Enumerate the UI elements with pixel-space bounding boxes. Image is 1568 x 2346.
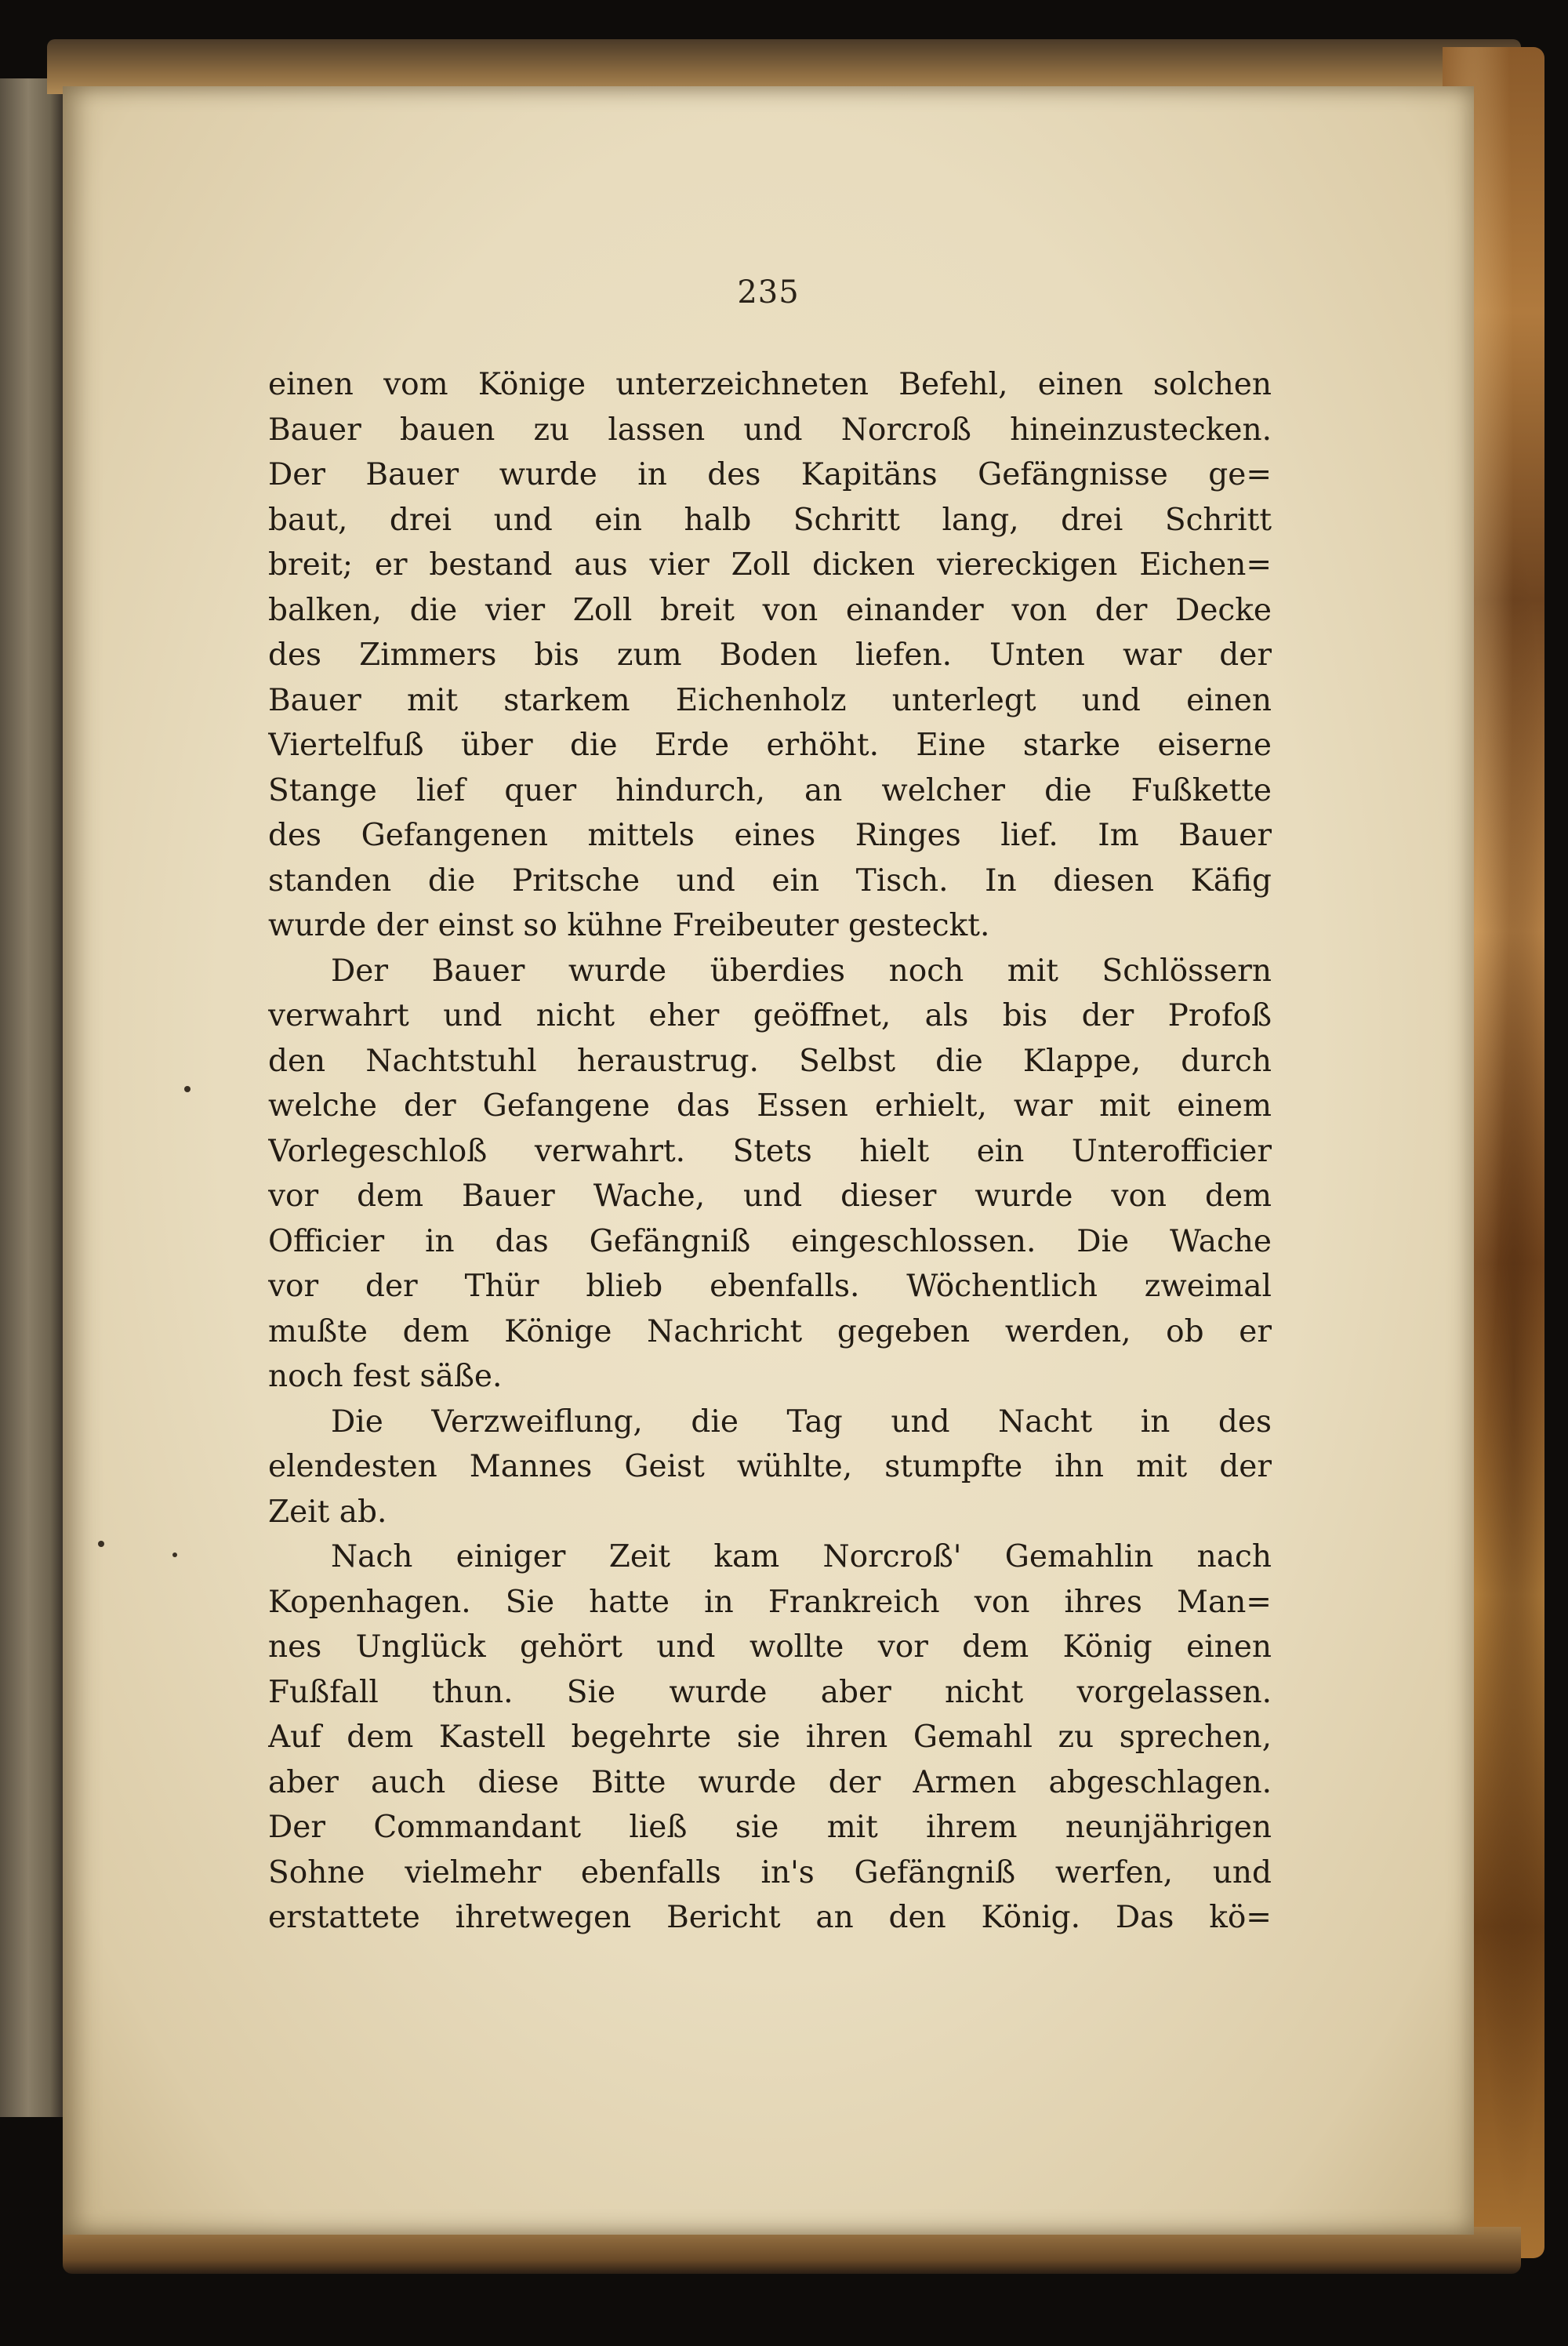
- text-line: Viertelfuß über die Erde erhöht. Eine starke eiserne: [268, 728, 1272, 763]
- text-line: erstattete ihretwegen Bericht an den König. Das kö=: [268, 1900, 1272, 1935]
- text-line: Der Bauer wurde überdies noch mit Schlössern: [331, 953, 1272, 989]
- text-line: Stange lief quer hindurch, an welcher die Fußkette: [268, 772, 1272, 808]
- text-line: breit; er bestand aus vier Zoll dicken viereckigen Eichen=: [268, 547, 1272, 583]
- text-line: Bauer mit starkem Eichenholz unterlegt und einen: [268, 682, 1272, 718]
- text-line: vor der Thür blieb ebenfalls. Wöchentlich zweimal: [268, 1269, 1272, 1304]
- text-line: einen vom Könige unterzeichneten Befehl, einen solchen: [268, 367, 1272, 402]
- text-line: Sohne vielmehr ebenfalls in's Gefängniß werfen, und: [268, 1854, 1272, 1890]
- text-line: Auf dem Kastell begehrte sie ihren Gemahl zu sprechen,: [268, 1720, 1272, 1755]
- text-line: Der Commandant ließ sie mit ihrem neunjährigen: [268, 1810, 1272, 1845]
- previous-page-edge: [0, 78, 63, 2117]
- text-line: Fußfall thun. Sie wurde aber nicht vorgelassen.: [268, 1674, 1272, 1710]
- text-line: des Zimmers bis zum Boden liefen. Unten war der: [268, 637, 1272, 673]
- text-line: Kopenhagen. Sie hatte in Frankreich von ihres Man=: [268, 1584, 1272, 1620]
- text-line: aber auch diese Bitte wurde der Armen abgeschlagen.: [268, 1764, 1272, 1800]
- ink-speck: [98, 1541, 104, 1547]
- ink-speck: [172, 1552, 177, 1557]
- text-line: elendesten Mannes Geist wühlte, stumpfte ihn mit der: [268, 1449, 1272, 1484]
- page-number: 235: [737, 274, 800, 310]
- text-line: Vorlegeschloß verwahrt. Stets hielt ein Unterofficier: [268, 1133, 1272, 1169]
- text-line: baut, drei und ein halb Schritt lang, drei Schritt: [268, 502, 1272, 538]
- text-line: wurde der einst so kühne Freibeuter gesteckt.: [268, 908, 990, 943]
- text-line: mußte dem Könige Nachricht gegeben werden, ob er: [268, 1313, 1272, 1349]
- text-line: standen die Pritsche und ein Tisch. In diesen Käfig: [268, 862, 1272, 899]
- text-line: Nach einiger Zeit kam Norcroß' Gemahlin nach: [331, 1539, 1272, 1574]
- text-line: des Gefangenen mittels eines Ringes lief. Im Bauer: [268, 818, 1272, 853]
- text-line: den Nachtstuhl heraustrug. Selbst die Klappe, durch: [268, 1043, 1272, 1079]
- text-line: Der Bauer wurde in des Kapitäns Gefängnisse ge=: [268, 457, 1272, 492]
- book-page: [63, 86, 1474, 2235]
- text-line: nes Unglück gehört und wollte vor dem König einen: [268, 1629, 1272, 1665]
- text-line: vor dem Bauer Wache, und dieser wurde von dem: [268, 1178, 1272, 1214]
- text-line: balken, die vier Zoll breit von einander von der Decke: [268, 592, 1272, 628]
- text-line: Zeit ab.: [268, 1494, 387, 1530]
- text-line: Bauer bauen zu lassen und Norcroß hineinzustecken.: [268, 412, 1272, 448]
- text-line: Officier in das Gefängniß eingeschlossen. Die Wache: [268, 1223, 1272, 1259]
- ink-speck: [184, 1086, 191, 1092]
- text-line: noch fest säße.: [268, 1359, 503, 1394]
- text-line: welche der Gefangene das Essen erhielt, war mit einem: [268, 1088, 1272, 1124]
- text-line: verwahrt und nicht eher geöffnet, als bis der Profoß: [268, 998, 1272, 1033]
- body-text: [268, 362, 1272, 1941]
- text-line: Die Verzweiflung, die Tag und Nacht in des: [331, 1404, 1272, 1440]
